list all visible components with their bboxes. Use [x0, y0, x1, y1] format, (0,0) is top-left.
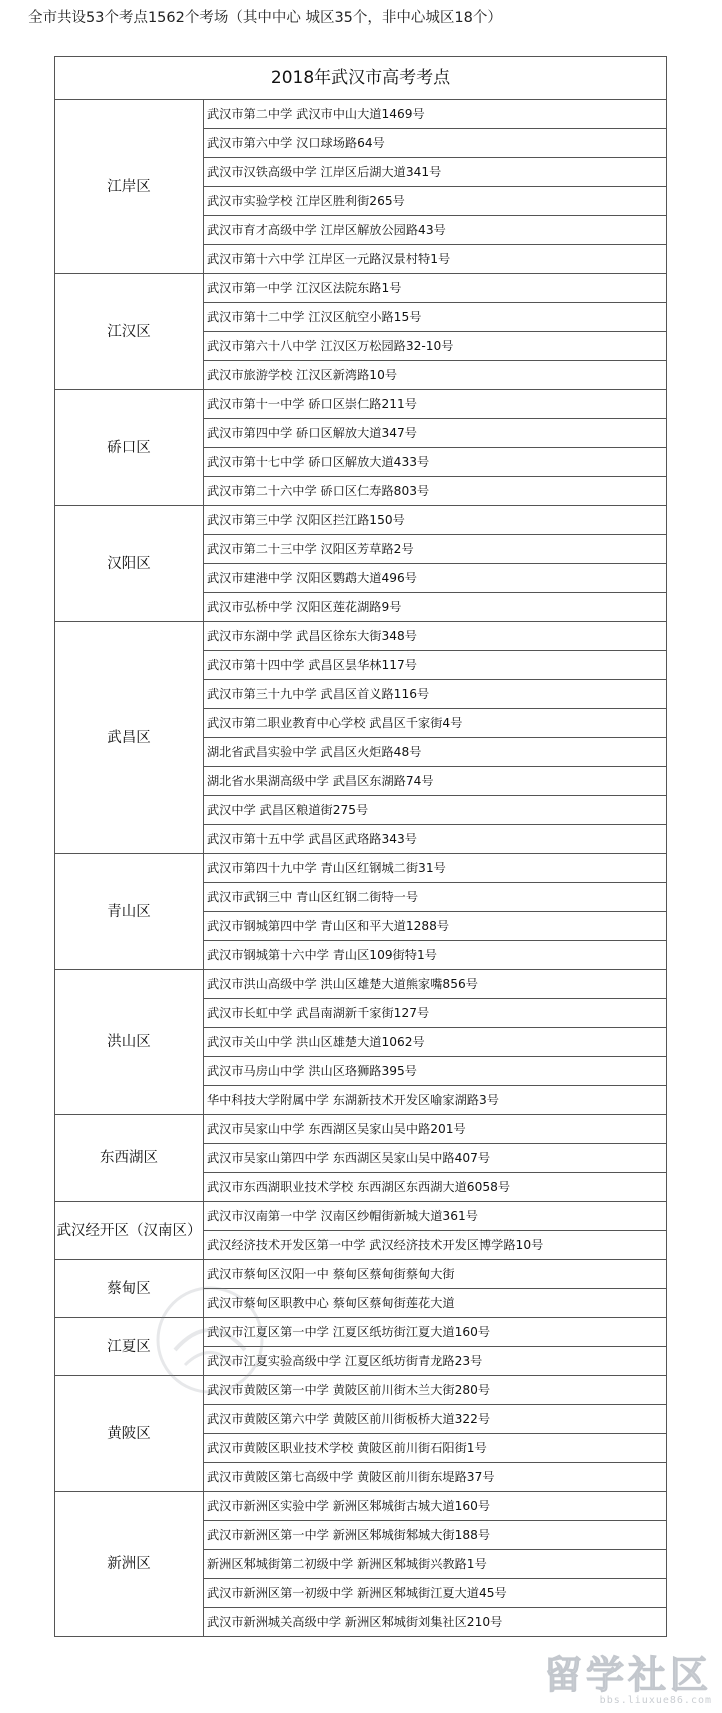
school-cell: 武汉市汉铁高级中学 江岸区后湖大道341号 [204, 158, 667, 187]
district-cell: 硚口区 [55, 390, 204, 506]
school-cell: 武汉市关山中学 洪山区雄楚大道1062号 [204, 1028, 667, 1057]
table-row [55, 274, 667, 303]
district-cell: 汉阳区 [55, 506, 204, 622]
school-cell: 武汉市实验学校 江岸区胜利街265号 [204, 187, 667, 216]
school-cell: 武汉市第二十三中学 汉阳区芳草路2号 [204, 535, 667, 564]
school-cell: 武汉市第十二中学 江汉区航空小路15号 [204, 303, 667, 332]
school-cell: 武汉市蔡甸区汉阳一中 蔡甸区蔡甸街蔡甸大街 [204, 1260, 667, 1289]
table-title-row [55, 57, 667, 100]
school-cell: 武汉市黄陂区第一中学 黄陂区前川街木兰大街280号 [204, 1376, 667, 1405]
school-cell: 武汉市第二中学 武汉市中山大道1469号 [204, 100, 667, 129]
table-row [55, 100, 667, 129]
school-cell: 湖北省武昌实验中学 武昌区火炬路48号 [204, 738, 667, 767]
table-row [55, 854, 667, 883]
school-cell: 新洲区邾城街第二初级中学 新洲区邾城街兴教路1号 [204, 1550, 667, 1579]
district-cell: 东西湖区 [55, 1115, 204, 1202]
school-cell: 武汉市汉南第一中学 汉南区纱帽街新城大道361号 [204, 1202, 667, 1231]
school-cell: 武汉市新洲区第一中学 新洲区邾城街邾城大街188号 [204, 1521, 667, 1550]
school-cell: 武汉市新洲区实验中学 新洲区邾城街古城大道160号 [204, 1492, 667, 1521]
school-cell: 武汉市第六中学 汉口球场路64号 [204, 129, 667, 158]
school-cell: 武汉市东湖中学 武昌区徐东大街348号 [204, 622, 667, 651]
school-cell: 武汉中学 武昌区粮道街275号 [204, 796, 667, 825]
watermark-logo-text: 留学社区 [543, 1653, 712, 1697]
table-row [55, 1376, 667, 1405]
district-cell: 江岸区 [55, 100, 204, 274]
school-cell: 武汉市江夏实验高级中学 江夏区纸坊街青龙路23号 [204, 1347, 667, 1376]
school-cell: 武汉市旅游学校 江汉区新湾路10号 [204, 361, 667, 390]
district-cell: 江汉区 [55, 274, 204, 390]
school-cell: 武汉市第十六中学 江岸区一元路汉景村特1号 [204, 245, 667, 274]
school-cell: 武汉市新洲城关高级中学 新洲区邾城街刘集社区210号 [204, 1608, 667, 1637]
district-cell: 蔡甸区 [55, 1260, 204, 1318]
school-cell: 武汉市黄陂区第六中学 黄陂区前川街板桥大道322号 [204, 1405, 667, 1434]
school-cell: 武汉市弘桥中学 汉阳区莲花湖路9号 [204, 593, 667, 622]
table-row [55, 622, 667, 651]
school-cell: 武汉市第一中学 江汉区法院东路1号 [204, 274, 667, 303]
school-cell: 武汉市第四中学 硚口区解放大道347号 [204, 419, 667, 448]
watermark-url: bbs.liuxue86.com [599, 1695, 712, 1706]
school-cell: 武汉经济技术开发区第一中学 武汉经济技术开发区博学路10号 [204, 1231, 667, 1260]
school-cell: 武汉市江夏区第一中学 江夏区纸坊街江夏大道160号 [204, 1318, 667, 1347]
school-cell: 武汉市第十五中学 武昌区武珞路343号 [204, 825, 667, 854]
district-cell: 洪山区 [55, 970, 204, 1115]
school-cell: 武汉市武钢三中 青山区红钢二街特一号 [204, 883, 667, 912]
school-cell: 武汉市黄陂区第七高级中学 黄陂区前川街东堤路37号 [204, 1463, 667, 1492]
district-cell: 青山区 [55, 854, 204, 970]
table-row [55, 1318, 667, 1347]
school-cell: 武汉市蔡甸区职教中心 蔡甸区蔡甸街莲花大道 [204, 1289, 667, 1318]
school-cell: 武汉市马房山中学 洪山区珞狮路395号 [204, 1057, 667, 1086]
school-cell: 武汉市第二职业教育中心学校 武昌区千家街4号 [204, 709, 667, 738]
district-cell: 黄陂区 [55, 1376, 204, 1492]
table-row [55, 506, 667, 535]
site-watermark [544, 1655, 712, 1707]
table-row [55, 390, 667, 419]
table-row [55, 1202, 667, 1231]
school-cell: 武汉市育才高级中学 江岸区解放公园路43号 [204, 216, 667, 245]
district-cell: 江夏区 [55, 1318, 204, 1376]
table-row [55, 970, 667, 999]
school-cell: 武汉市第十一中学 硚口区崇仁路211号 [204, 390, 667, 419]
intro-text: 全市共设53个考点1562个考场（其中中心 城区35个，非中心城区18个） [28, 10, 502, 26]
school-cell: 武汉市新洲区第一初级中学 新洲区邾城街江夏大道45号 [204, 1579, 667, 1608]
school-cell: 武汉市建港中学 汉阳区鹦鹉大道496号 [204, 564, 667, 593]
school-cell: 武汉市第十四中学 武昌区昙华林117号 [204, 651, 667, 680]
school-cell: 武汉市钢城第十六中学 青山区109街特1号 [204, 941, 667, 970]
table-row [55, 1115, 667, 1144]
school-cell: 武汉市第六十八中学 江汉区万松园路32-10号 [204, 332, 667, 361]
table-row [55, 1260, 667, 1289]
table-title: 2018年武汉市高考考点 [55, 57, 667, 100]
school-cell: 武汉市第三中学 汉阳区拦江路150号 [204, 506, 667, 535]
school-cell: 华中科技大学附属中学 东湖新技术开发区喻家湖路3号 [204, 1086, 667, 1115]
school-cell: 武汉市钢城第四中学 青山区和平大道1288号 [204, 912, 667, 941]
school-cell: 武汉市第十七中学 硚口区解放大道433号 [204, 448, 667, 477]
table-row [55, 1492, 667, 1521]
school-cell: 湖北省水果湖高级中学 武昌区东湖路74号 [204, 767, 667, 796]
school-cell: 武汉市洪山高级中学 洪山区雄楚大道熊家嘴856号 [204, 970, 667, 999]
school-cell: 武汉市第三十九中学 武昌区首义路116号 [204, 680, 667, 709]
school-cell: 武汉市第四十九中学 青山区红钢城二街31号 [204, 854, 667, 883]
exam-sites-table [54, 56, 667, 1637]
district-cell: 武昌区 [55, 622, 204, 854]
school-cell: 武汉市吴家山中学 东西湖区吴家山吴中路201号 [204, 1115, 667, 1144]
school-cell: 武汉市黄陂区职业技术学校 黄陂区前川街石阳街1号 [204, 1434, 667, 1463]
school-cell: 武汉市东西湖职业技术学校 东西湖区东西湖大道6058号 [204, 1173, 667, 1202]
district-cell: 新洲区 [55, 1492, 204, 1637]
school-cell: 武汉市长虹中学 武昌南湖新千家街127号 [204, 999, 667, 1028]
district-cell: 武汉经开区（汉南区） [55, 1202, 204, 1260]
school-cell: 武汉市吴家山第四中学 东西湖区吴家山吴中路407号 [204, 1144, 667, 1173]
table-body [55, 100, 667, 1637]
school-cell: 武汉市第二十六中学 硚口区仁寿路803号 [204, 477, 667, 506]
